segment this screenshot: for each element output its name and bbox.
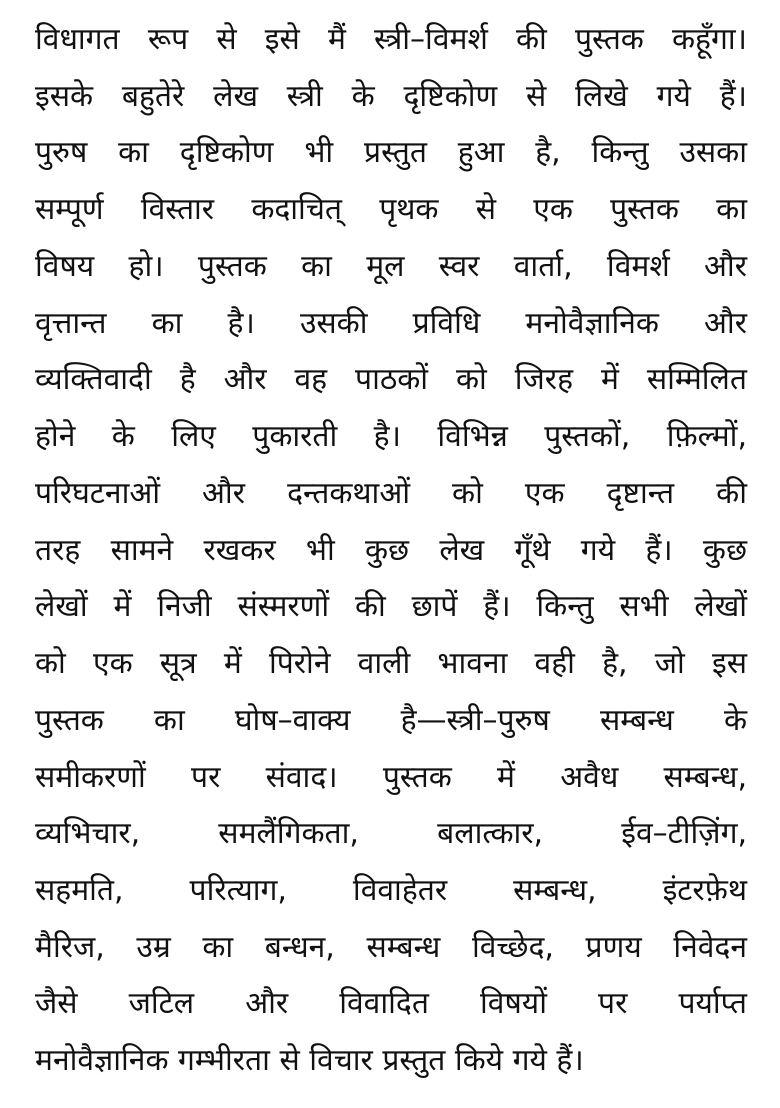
text-line: जैसे जटिल और विवादित विषयों पर पर्याप्त [35, 986, 747, 1022]
text-line: इसके बहुतेरे लेख स्त्री के दृष्टिकोण से लिखे गये हैं। [35, 78, 747, 114]
text-line: सम्पूर्ण विस्तार कदाचित् पृथक से एक पुस्तक का [35, 192, 747, 228]
text-line: परिघटनाओं और दन्तकथाओं को एक दृष्टान्त की [35, 475, 747, 511]
text-line-last: मनोवैज्ञानिक गम्भीरता से विचार प्रस्तुत किये गये हैं। [35, 1043, 584, 1079]
text-line: मैरिज, उम्र का बन्धन, सम्बन्ध विच्छेद, प्रणय निवेदन [35, 929, 747, 965]
text-line: पुरुष का दृष्टिकोण भी प्रस्तुत हुआ है, किन्तु उसका [35, 135, 747, 171]
text-line: समीकरणों पर संवाद। पुस्तक में अवैध सम्बन्ध, [35, 759, 747, 795]
text-line: विषय हो। पुस्तक का मूल स्वर वार्ता, विमर्श और [35, 248, 747, 284]
text-line: विधागत रूप से इसे मैं स्त्री–विमर्श की पुस्तक कहूँगा। [35, 22, 747, 57]
text-line: लेखों में निजी संस्मरणों की छापें हैं। किन्तु सभी लेखों [35, 589, 747, 625]
text-line: होने के लिए पुकारती है। विभिन्न पुस्तकों, फ़िल्मों, [35, 419, 747, 455]
text-line: सहमति, परित्याग, विवाहेतर सम्बन्ध, इंटरफ़ेथ [35, 873, 747, 909]
text-line: पुस्तक का घोष–वाक्य है—स्त्री–पुरुष सम्बन्ध के [35, 702, 747, 738]
text-line: तरह सामने रखकर भी कुछ लेख गूँथे गये हैं। कुछ [35, 532, 747, 568]
text-line: को एक सूत्र में पिरोने वाली भावना वही है, जो इस [35, 646, 747, 682]
text-line: व्यभिचार, समलैंगिकता, बलात्कार, ईव–टीज़िंग, [35, 816, 747, 852]
document-page [35, 12, 747, 1090]
text-line: वृत्तान्त का है। उसकी प्रविधि मनोवैज्ञानिक और [35, 305, 747, 341]
text-line: व्यक्तिवादी है और वह पाठकों को जिरह में सम्मिलित [35, 362, 747, 398]
